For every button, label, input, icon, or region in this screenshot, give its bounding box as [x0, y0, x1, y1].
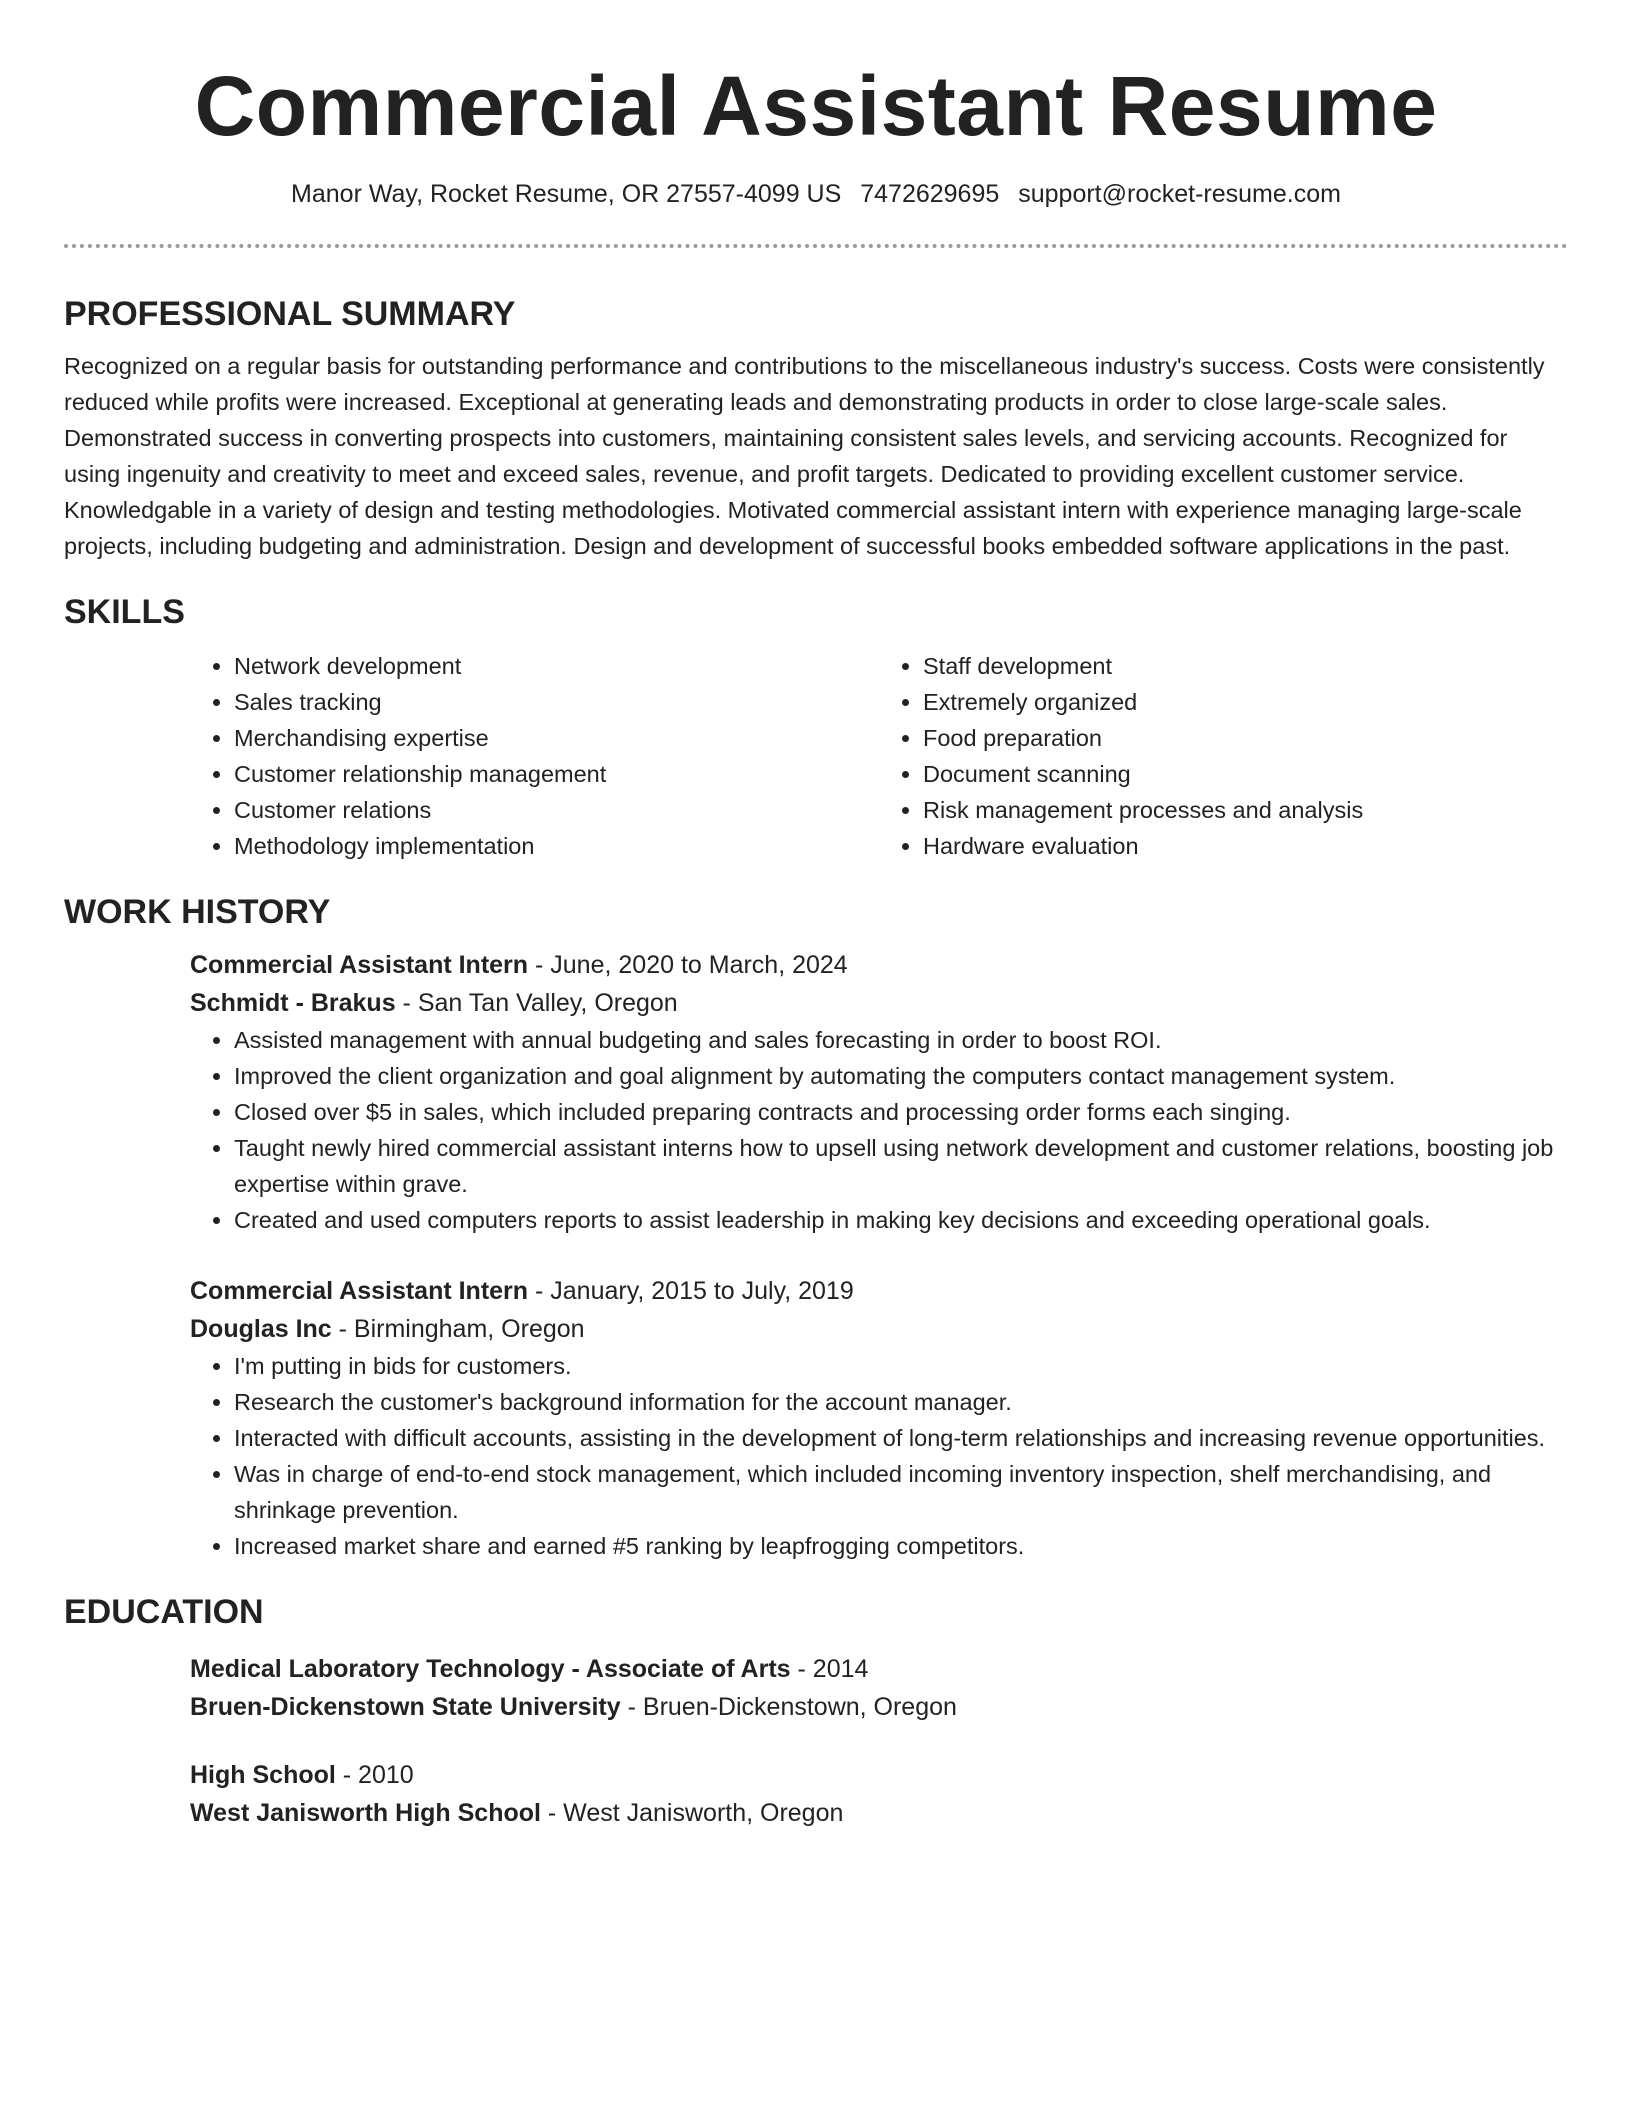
education-school-line: [190, 1688, 1568, 1726]
education-degree: Medical Laboratory Technology - Associate of Arts: [190, 1655, 791, 1683]
skill-item: • Extremely organized: [923, 684, 1568, 720]
job-bullet: • Increased market share and earned #5 ranking by leapfrogging competitors.: [234, 1528, 1568, 1564]
skill-item: • Staff development: [923, 648, 1568, 684]
job-bullets: [190, 1348, 1568, 1564]
job-bullet: • Research the customer's background information for the account manager.: [234, 1384, 1568, 1420]
education-degree-line: [190, 1756, 1568, 1794]
skills-list-left: [190, 648, 879, 864]
education-section: [64, 1590, 1568, 1832]
job-company: Schmidt - Brakus: [190, 989, 396, 1017]
job-title-line: [190, 1272, 1568, 1310]
summary-text: Recognized on a regular basis for outstanding performance and contributions to the miscellaneous industry's success. Costs were consistently reduced while profits were increased. Exceptional at generating leads and demonstrating products in order to close large-scale sales. Demonstrated success in converting prospects into customers, maintaining consistent sales levels, and servicing accounts. Recognized for using ingenuity and creativity to meet and exceed sales, revenue, and profit targets. Dedicated to providing excellent customer service. Knowledgable in a variety of design and testing methodologies. Motivated commercial assistant intern with experience managing large-scale projects, including budgeting and administration. Design and development of successful books embedded software applications in the past.: [64, 353, 1545, 559]
education-degree: High School: [190, 1761, 336, 1789]
education-location: - West Janisworth, Oregon: [540, 1799, 844, 1827]
job-bullet: • Created and used computers reports to assist leadership in making key decisions and exceeding operational goals.: [234, 1202, 1568, 1238]
skill-item: • Customer relations: [234, 792, 879, 828]
job-location: - San Tan Valley, Oregon: [395, 989, 678, 1017]
skill-item: • Hardware evaluation: [923, 828, 1568, 864]
education-degree-line: [190, 1650, 1568, 1688]
job-location: - Birmingham, Oregon: [331, 1315, 585, 1343]
education-year: - 2010: [335, 1761, 414, 1789]
contact-email: support@rocket-resume.com: [1018, 180, 1341, 208]
job-role: Commercial Assistant Intern: [190, 1277, 529, 1305]
job-entry: [190, 946, 1568, 1238]
work-heading: WORK HISTORY: [64, 893, 331, 931]
education-school-line: [190, 1794, 1568, 1832]
resume-title: Commercial Assistant Resume: [194, 59, 1438, 153]
job-bullet: • Assisted management with annual budgeting and sales forecasting in order to boost ROI.: [234, 1022, 1568, 1058]
education-school: West Janisworth High School: [190, 1799, 541, 1827]
job-bullet: • Was in charge of end-to-end stock management, which included incoming inventory inspection, shelf merchandising, and shrinkage prevention.: [234, 1456, 1568, 1528]
skills-heading: SKILLS: [64, 593, 185, 631]
job-company: Douglas Inc: [190, 1315, 332, 1343]
contact-phone: 7472629695: [860, 180, 1000, 208]
skill-item: • Methodology implementation: [234, 828, 879, 864]
job-title-line: [190, 946, 1568, 984]
contact-address: Manor Way, Rocket Resume, OR 27557-4099 US: [291, 180, 842, 208]
skill-item: • Document scanning: [923, 756, 1568, 792]
work-section: [64, 890, 1568, 1564]
contact-line: [64, 176, 1568, 212]
skill-item: • Merchandising expertise: [234, 720, 879, 756]
job-bullets: [190, 1022, 1568, 1238]
job-bullet: • Closed over $5 in sales, which included preparing contracts and processing order forms each singing.: [234, 1094, 1568, 1130]
skill-item: • Customer relationship management: [234, 756, 879, 792]
skill-item: • Network development: [234, 648, 879, 684]
education-entry: [190, 1756, 1568, 1832]
skill-item: • Food preparation: [923, 720, 1568, 756]
job-bullet: • Interacted with difficult accounts, assisting in the development of long-term relationships and increasing revenue opportunities.: [234, 1420, 1568, 1456]
education-year: - 2014: [790, 1655, 869, 1683]
job-bullet: • Taught newly hired commercial assistant interns how to upsell using network development and customer relations, boosting job expertise within grave.: [234, 1130, 1568, 1202]
job-dates: - June, 2020 to March, 2024: [528, 951, 848, 979]
skill-item: • Sales tracking: [234, 684, 879, 720]
education-heading: EDUCATION: [64, 1593, 264, 1631]
job-bullet: • Improved the client organization and goal alignment by automating the computers contact management system.: [234, 1058, 1568, 1094]
skill-item: • Risk management processes and analysis: [923, 792, 1568, 828]
job-company-line: [190, 1310, 1568, 1348]
job-bullet: • I'm putting in bids for customers.: [234, 1348, 1568, 1384]
job-company-line: [190, 984, 1568, 1022]
job-entry: [190, 1272, 1568, 1564]
header-divider: [64, 244, 1568, 248]
education-entry: [190, 1650, 1568, 1726]
education-school: Bruen-Dickenstown State University: [190, 1693, 621, 1721]
skills-list-right: [879, 648, 1568, 864]
summary-heading: PROFESSIONAL SUMMARY: [64, 295, 516, 333]
skills-columns: [190, 648, 1568, 864]
job-dates: - January, 2015 to July, 2019: [528, 1277, 854, 1305]
skills-section: [64, 590, 1568, 864]
summary-section: [64, 292, 1568, 564]
education-location: - Bruen-Dickenstown, Oregon: [620, 1693, 957, 1721]
job-role: Commercial Assistant Intern: [190, 951, 529, 979]
resume-page: [64, 0, 1568, 1832]
